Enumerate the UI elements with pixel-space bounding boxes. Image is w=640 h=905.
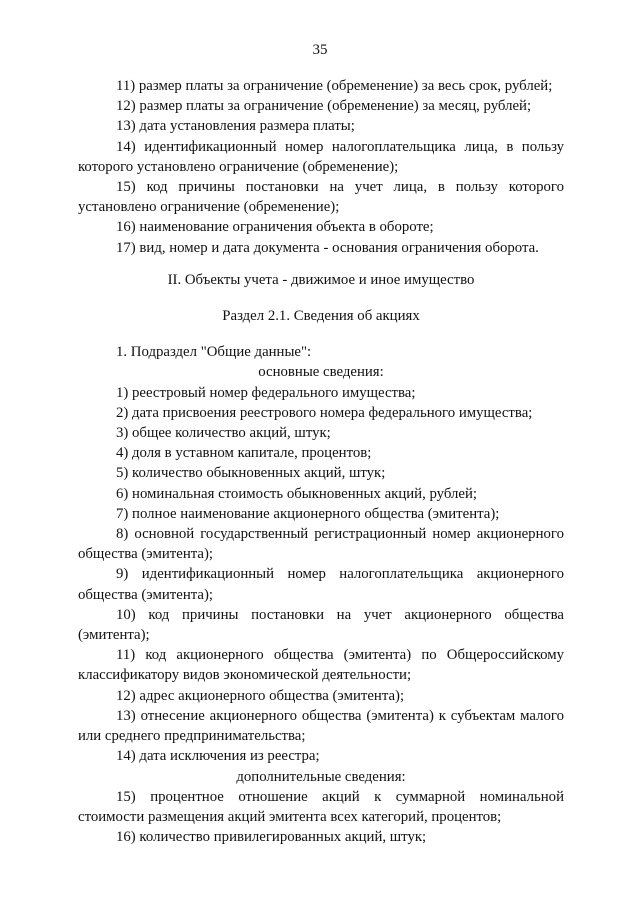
list-item: 15) код причины постановки на учет лица, в пользу которого установлено ограничение (обременение); — [78, 179, 564, 216]
list-item: 16) наименование ограничения объекта в обороте; — [116, 219, 434, 236]
list-item: 5) количество обыкновенных акций, штук; — [116, 465, 386, 482]
list-item: 14) дата исключения из реестра; — [116, 748, 320, 765]
section-heading: II. Объекты учета - движимое и иное имущество — [167, 271, 475, 288]
list-item: 11) размер платы за ограничение (обременение) за весь срок, рублей; — [116, 78, 553, 94]
list-item: 2) дата присвоения реестрового номера федерального имущества; — [116, 404, 533, 421]
list-item: 13) отнесение акционерного общества (эмитента) к субъектам малого или среднего предпринимательства; — [78, 707, 564, 745]
list-item: 8) основной государственный регистрационный номер акционерного общества (эмитента); — [78, 526, 564, 563]
list-item: 9) идентификационный номер налогоплательщика акционерного общества (эмитента); — [78, 566, 564, 603]
basic-info-label: основные сведения: — [258, 364, 384, 381]
list-item: 12) адрес акционерного общества (эмитента); — [116, 687, 405, 704]
list-item: 1) реестровый номер федерального имущества; — [116, 384, 416, 401]
list-item: 3) общее количество акций, штук; — [116, 425, 331, 442]
list-item: 13) дата установления размера платы; — [116, 118, 355, 135]
list-item: 16) количество привилегированных акций, штук; — [116, 829, 427, 846]
additional-info-label: дополнительные сведения: — [236, 768, 406, 785]
list-item: 14) идентификационный номер налогоплательщика лица, в пользу которого установлено ограничение (обременение); — [78, 138, 564, 175]
page-number: 35 — [312, 42, 328, 58]
subsection-heading: Раздел 2.1. Сведения об акциях — [222, 308, 420, 325]
list-item: 12) размер платы за ограничение (обременение) за месяц, рублей; — [116, 98, 532, 115]
list-item: 10) код причины постановки на учет акционерного общества (эмитента); — [78, 606, 564, 644]
list-item: 7) полное наименование акционерного общества (эмитента); — [116, 505, 500, 522]
list-item: 15) процентное отношение акций к суммарной номинальной стоимости размещения акций эмитента всех категорий, процентов; — [78, 788, 564, 825]
list-item: 11) код акционерного общества (эмитента) по Общероссийскому классификатору видов экономической деятельности; — [78, 647, 564, 684]
document-body — [78, 76, 564, 847]
list-item: 6) номинальная стоимость обыкновенных акций, рублей; — [116, 485, 478, 502]
list-item: 4) доля в уставном капитале, процентов; — [116, 445, 372, 462]
subsection-title: 1. Подраздел "Общие данные": — [116, 344, 312, 361]
list-item: 17) вид, номер и дата документа - основания ограничения оборота. — [116, 239, 539, 256]
